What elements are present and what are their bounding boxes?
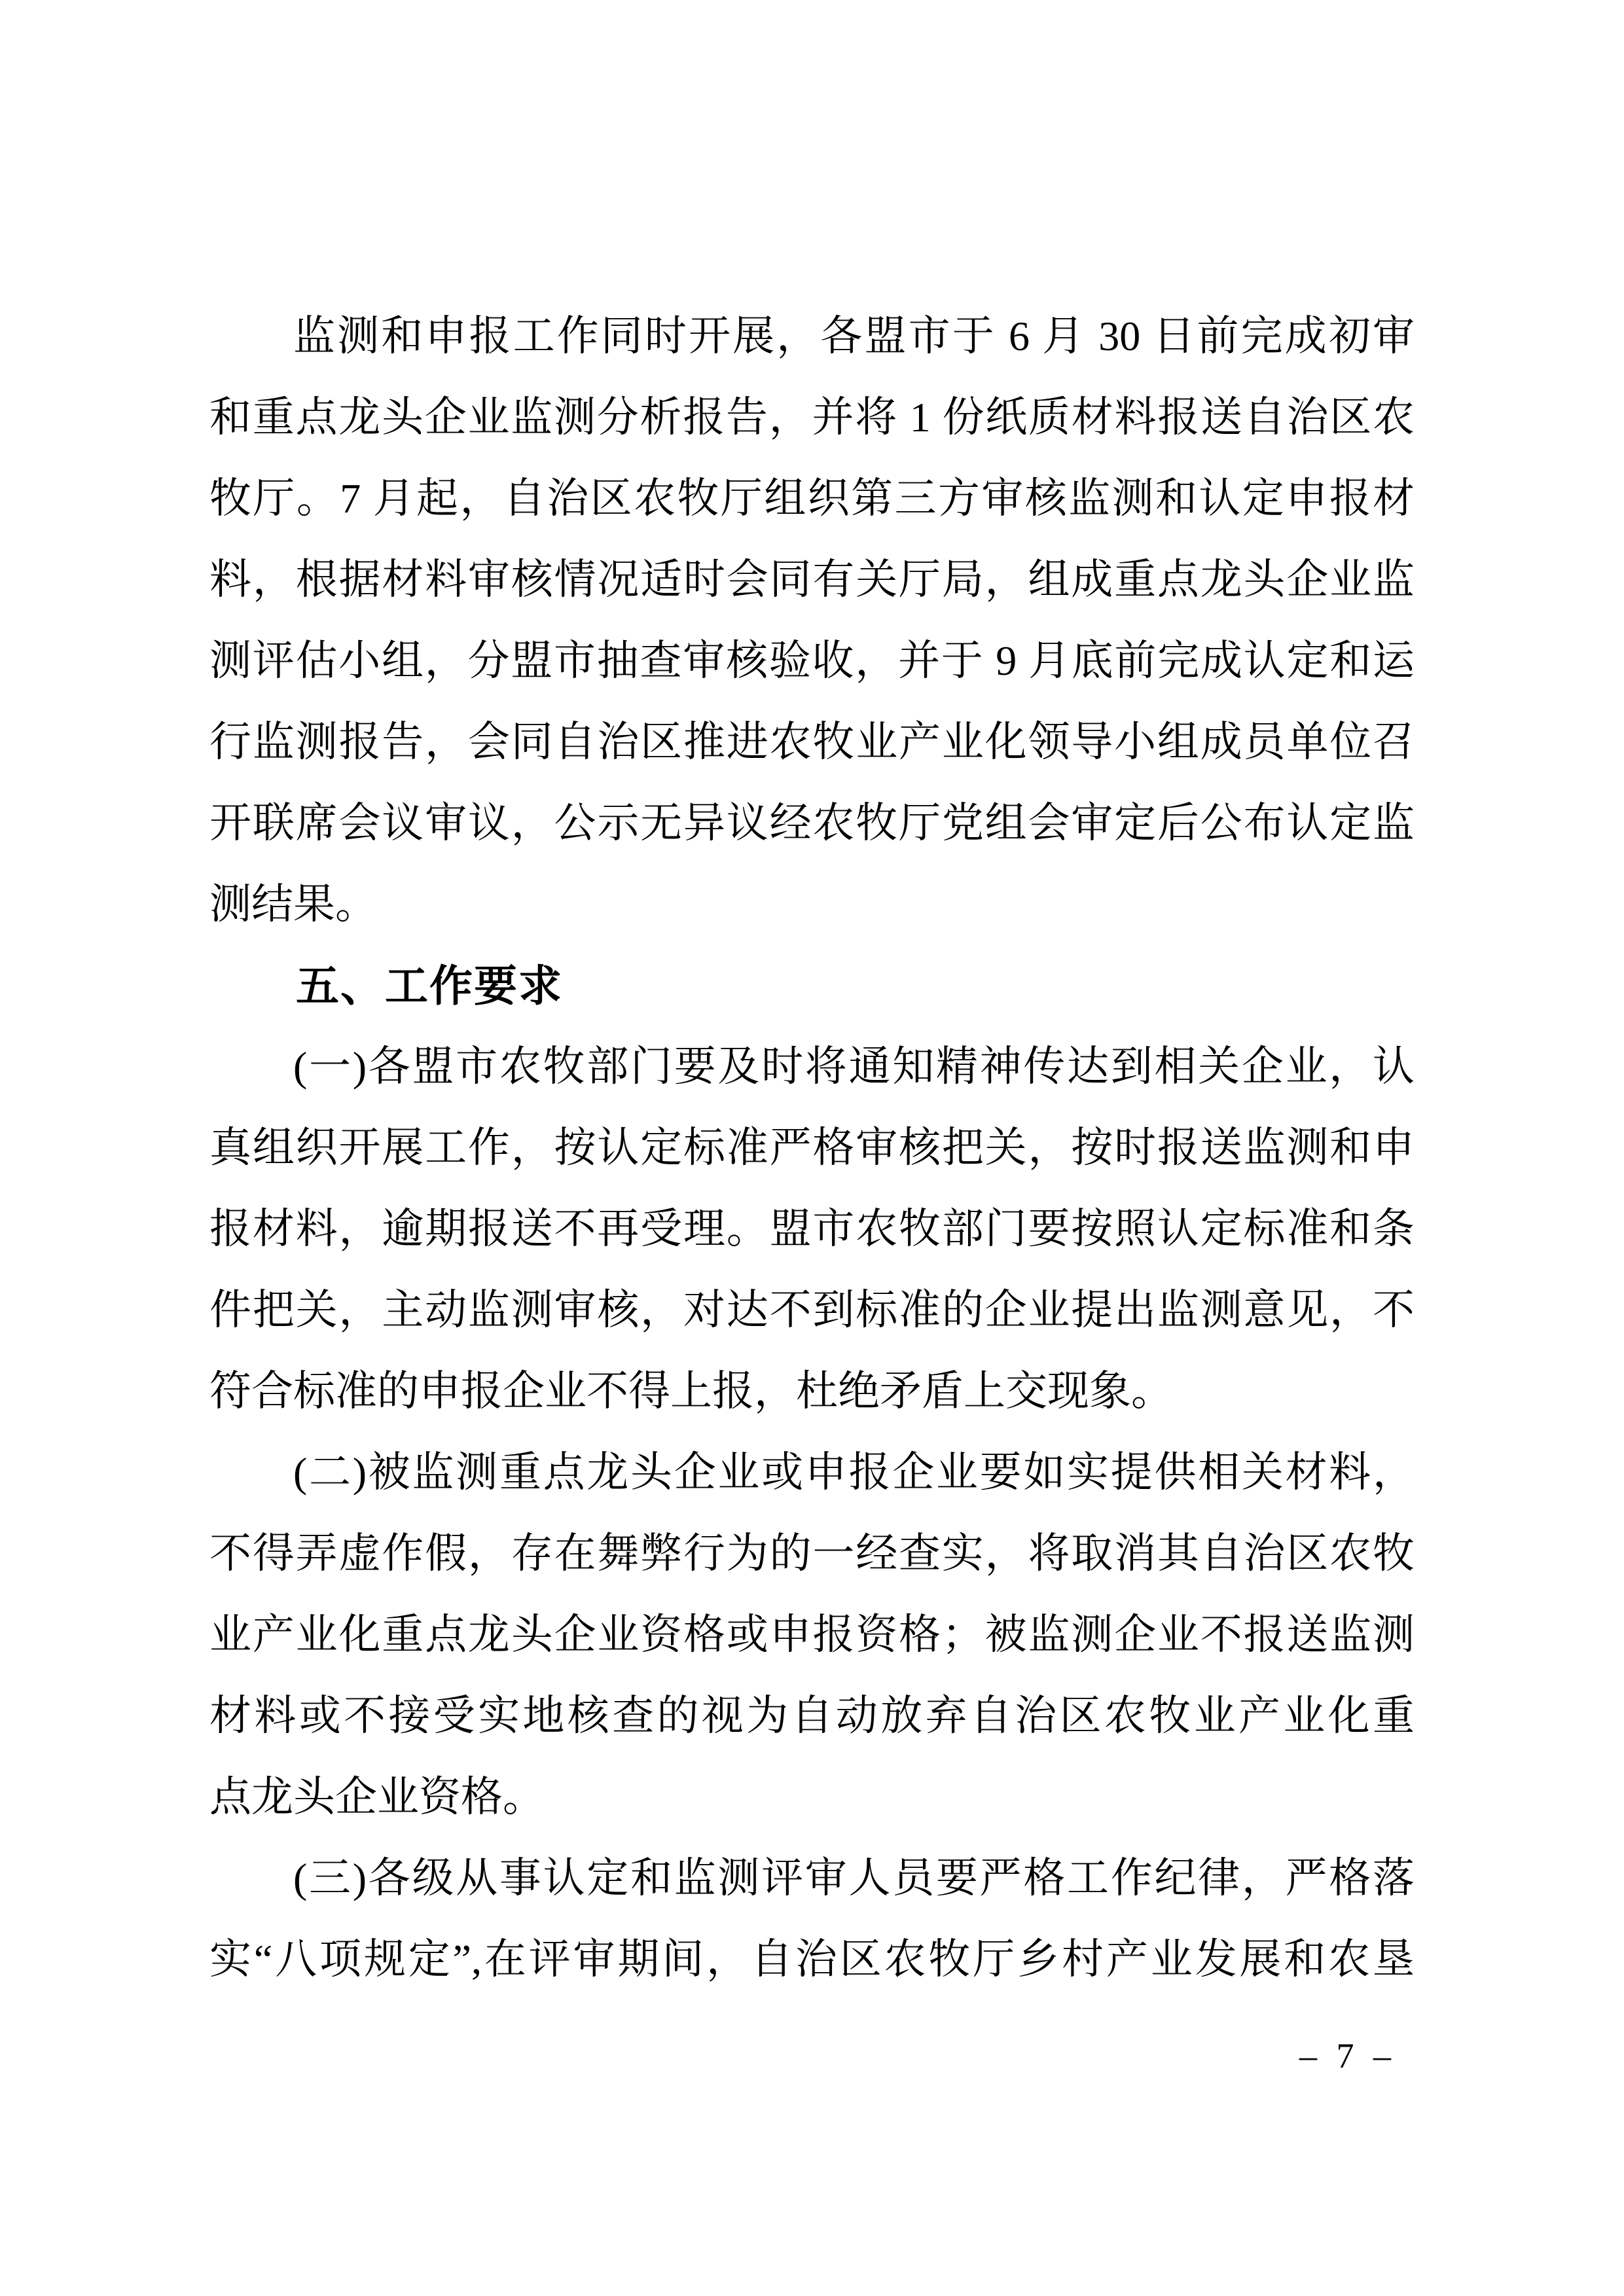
text-line: 和重点龙头企业监测分析报告，并将 1 份纸质材料报送自治区农 — [209, 394, 1415, 440]
section-heading-work-requirements: 五、工作要求 — [296, 961, 563, 1010]
text-line: 报材料，逾期报送不再受理。盟市农牧部门要按照认定标准和条 — [209, 1206, 1415, 1252]
text-line: 材料或不接受实地核查的视为自动放弃自治区农牧业产业化重 — [209, 1693, 1415, 1739]
text-line: 开联席会议审议，公示无异议经农牧厅党组会审定后公布认定监 — [209, 800, 1415, 846]
text-line: 牧厅。7 月起，自治区农牧厅组织第三方审核监测和认定申报材 — [209, 475, 1415, 522]
text-line: 测评估小组，分盟市抽查审核验收，并于 9 月底前完成认定和运 — [209, 637, 1415, 684]
text-line: 真组织开展工作，按认定标准严格审核把关，按时报送监测和申 — [209, 1124, 1415, 1171]
text-line: 件把关，主动监测审核，对达不到标准的企业提出监测意见，不 — [209, 1287, 1415, 1333]
text-line: (三)各级从事认定和监测评审人员要严格工作纪律，严格落 — [293, 1855, 1415, 1901]
text-line: (一)各盟市农牧部门要及时将通知精神传达到相关企业，认 — [293, 1043, 1415, 1090]
text-line: 点龙头企业资格。 — [209, 1774, 545, 1820]
text-line: 行监测报告，会同自治区推进农牧业产业化领导小组成员单位召 — [209, 719, 1415, 765]
text-line: 监测和申报工作同时开展，各盟市于 6 月 30 日前完成初审 — [293, 313, 1415, 359]
document-body — [209, 296, 1415, 2000]
text-line: 业产业化重点龙头企业资格或申报资格；被监测企业不报送监测 — [209, 1611, 1415, 1658]
page-number: – 7 – — [1299, 2036, 1396, 2075]
text-line: 实“八项规定”,在评审期间，自治区农牧厅乡村产业发展和农垦 — [209, 1936, 1415, 1982]
text-line: 不得弄虚作假，存在舞弊行为的一经查实，将取消其自治区农牧 — [209, 1530, 1415, 1577]
text-line: (二)被监测重点龙头企业或申报企业要如实提供相关材料， — [293, 1449, 1415, 1496]
text-line: 料，根据材料审核情况适时会同有关厅局，组成重点龙头企业监 — [209, 556, 1415, 603]
text-line: 测结果。 — [209, 881, 377, 927]
text-line: 符合标准的申报企业不得上报，杜绝矛盾上交现象。 — [209, 1368, 1173, 1414]
